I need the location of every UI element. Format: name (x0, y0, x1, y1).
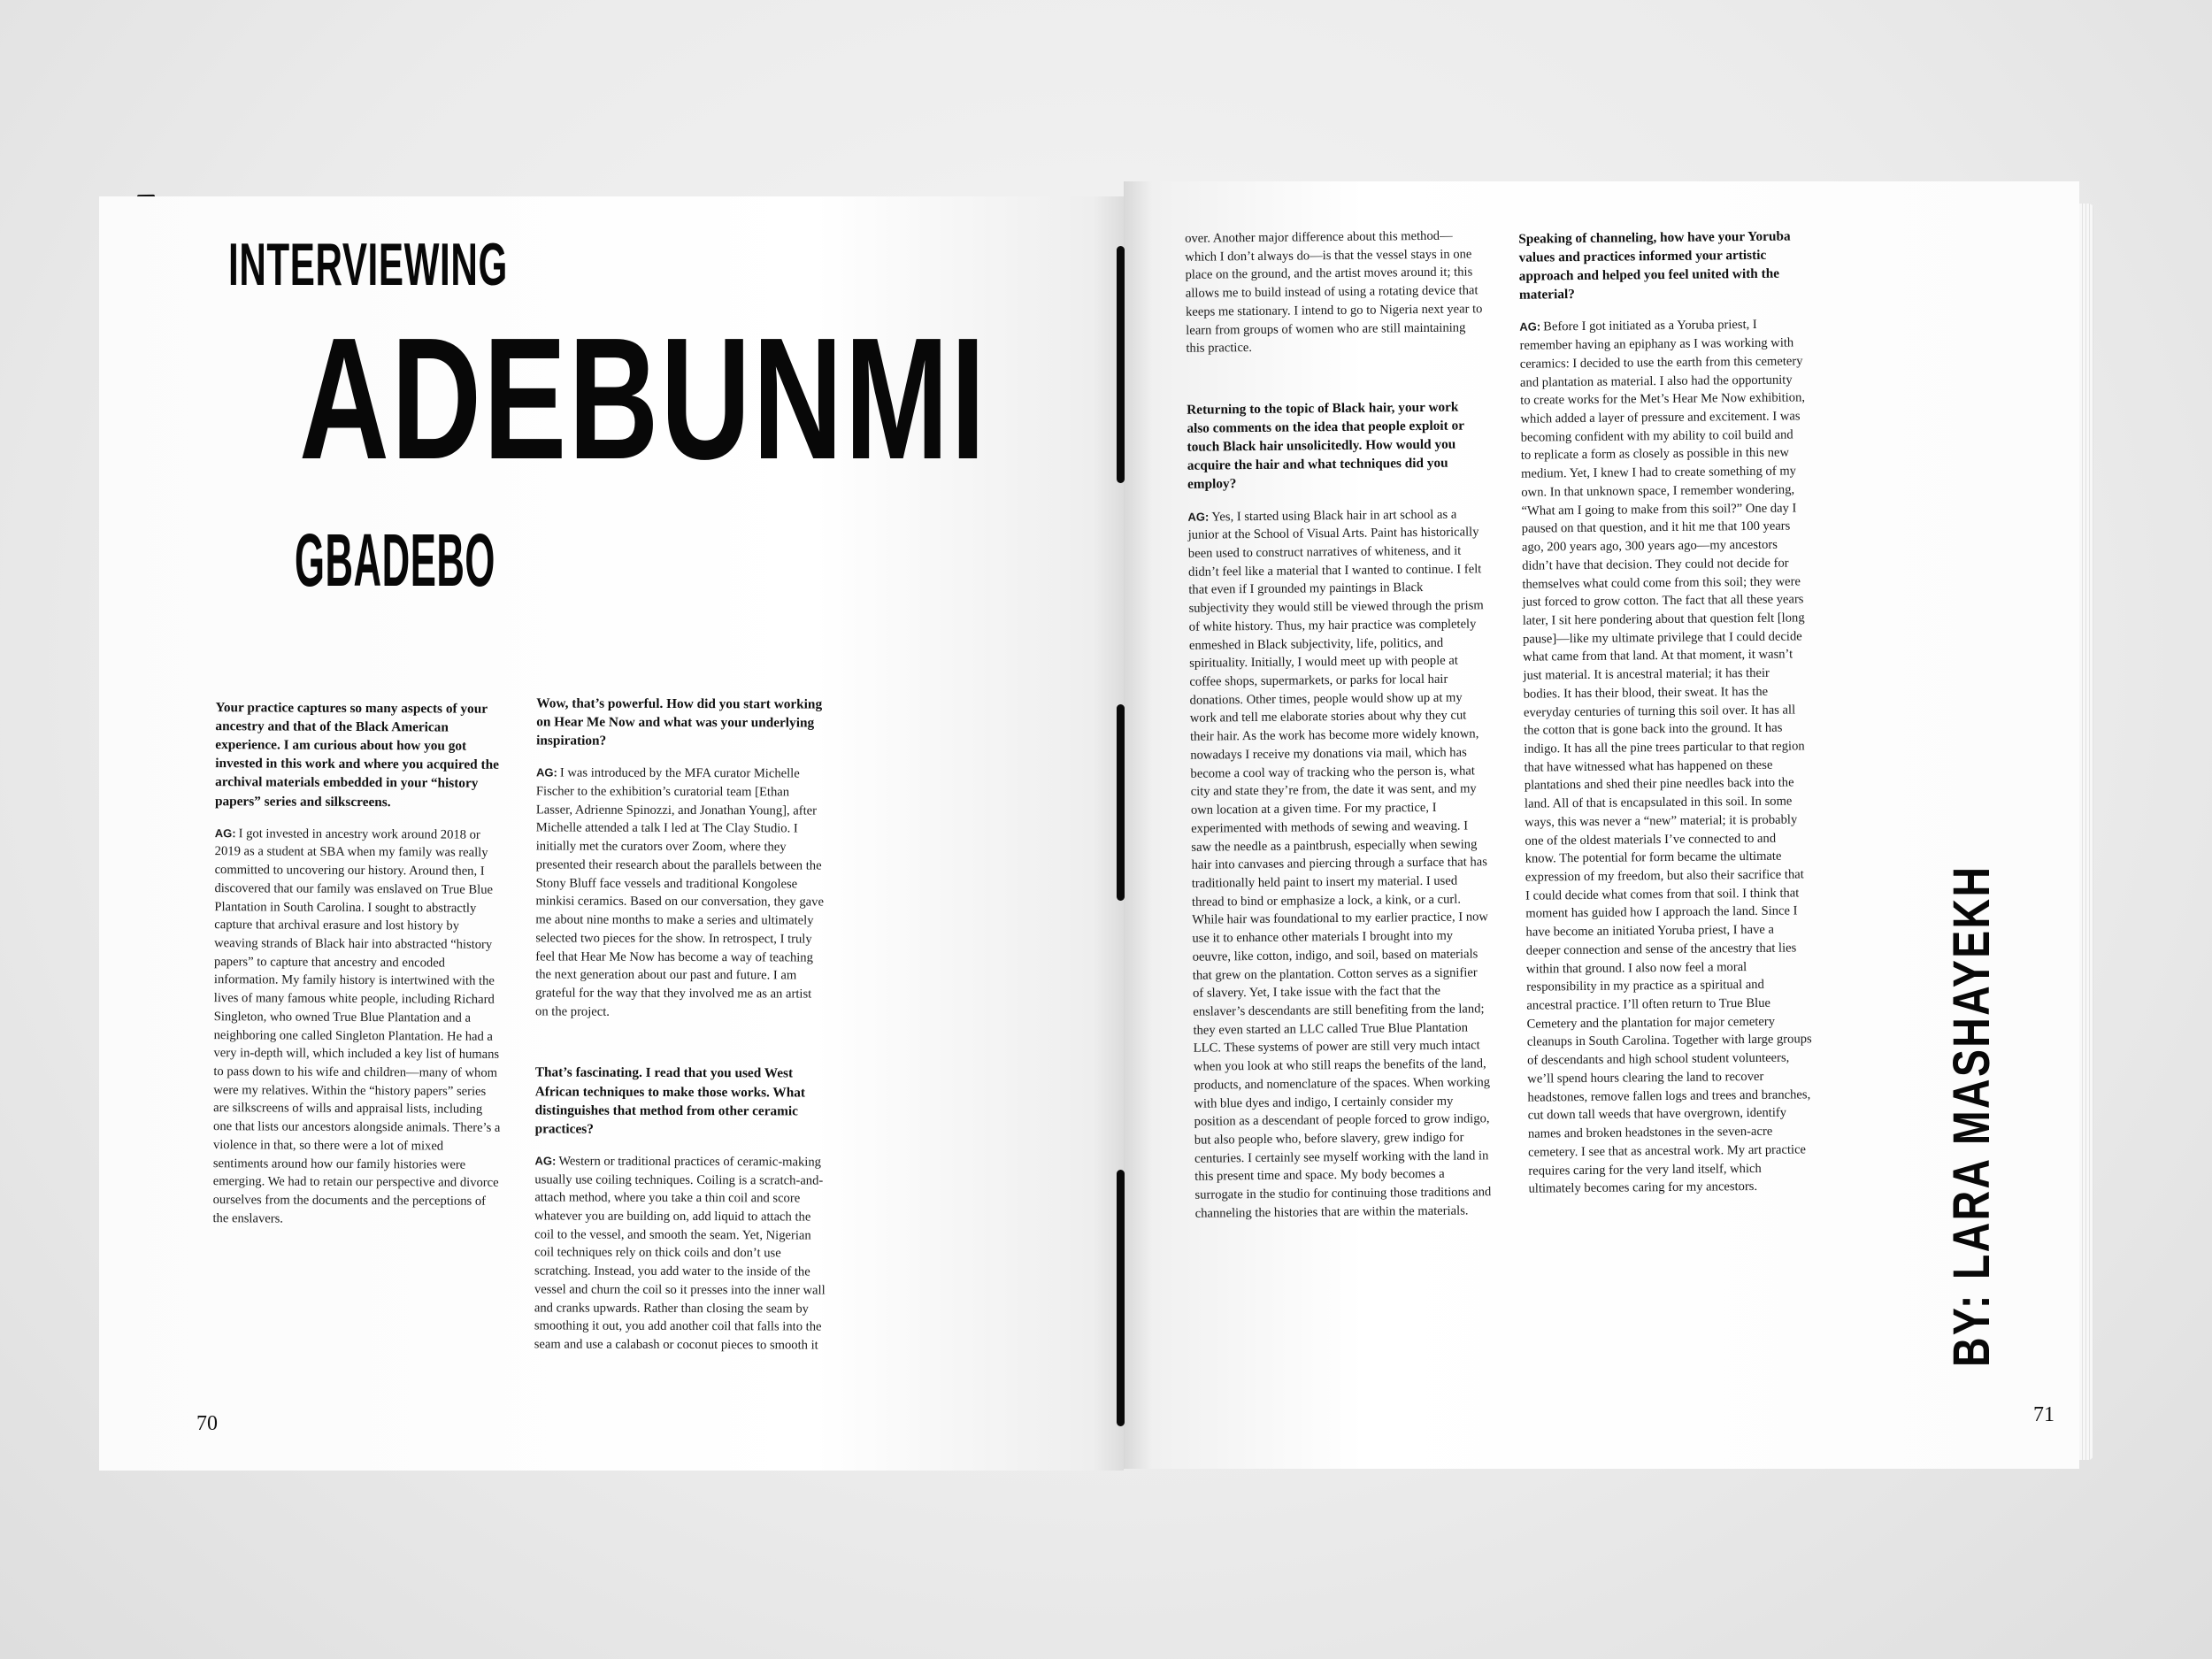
author-byline: BY: LARA MASHAYEKH (1943, 864, 2001, 1367)
page-number-right: 71 (2033, 1403, 2055, 1426)
speaker-tag: AG: (1187, 510, 1210, 524)
interview-question: That’s fascinating. I read that you used West African techniques to make those works. What distinguishes that method from other ceramic practices? (534, 1064, 806, 1137)
title-line-interviewing: INTERVIEWING (228, 231, 508, 298)
article-column-4 (1518, 227, 1814, 1210)
interview-question: Returning to the topic of Black hair, your work also comments on the idea that people exploit or touch Black hair unsolicitedly. How would you acquire the hair and what techniques did you employ? (1187, 399, 1464, 493)
answer-text: Before I got initiated as a Yoruba priest, I remember having an epiphany as I was working with ceramics: I decided to use the earth from this cemetery and plantation as material. I also had the opportunity to create works for the Met’s Hear Me Now exhibition, which added a layer of pressure and excitement. I was becoming confident with my ability to coil build and to replicate a form as closely as possible in this new medium. Yet, I knew I had to create something of my own. In that unknown space, I remember wondering, “What am I going to make from this soil?” One day I paused on that question, and it hit me that 100 years ago, 200 years ago, 300 years ago—my ancestors didn’t have that decision. They could not decide for themselves what could come from this soil; they were just forced to grow cotton. The fact that all these years later, I sit here pondering about that question felt [long pause]—like my ultimate privilege that I could decide what came from that land. At that moment, it wasn’t just material. It is ancestral material; it has their bodies. It has their blood, their sweat. It has the everyday centuries of turning this soil over. It has all the cotton that is gone back into the ground. It has indigo. It has all the pine trees particular to that region that have witnessed what has happened on these plantations and shed their pine needles back into the land. All of that is encapsulated in this soil. In some ways, this was never a “new” material; it is probably one of the oldest materials I’ve connected to and know. The potential for form became the ultimate expression of my freedom, but also their sacrifice that I could decide what comes from that soil. I think that moment has guided how I approach the land. Since I have become an initiated Yoruba priest, I have a deeper connection and sense of the ancestry that lies within that ground. I also now feel a moral responsibility in my practice as a spiritual and ancestral practice. I’ll often return to True Blue Cemetery and the plantation for major cemetery cleanups in South Carolina. Together with large groups of descendants and high school student volunteers, we’ll spend hours clearing the land to recover headstones, remove fallen logs and trees and branches, cut down tall weeds that have overgrown, identify names and broken headstones in the seven-acre cemetery. I see that as ancestral work. My art practice requires caring for the very land itself, which ultimately becomes caring for my ancestors. (1519, 318, 1812, 1196)
binding-stitch (1117, 1170, 1125, 1426)
interview-answer (535, 764, 828, 1022)
article-column-3 (1185, 227, 1493, 1235)
interview-question: Your practice captures so many aspects of your ancestry and that of the Black American experience. I am curious about how you got invested in this work and where you acquired the archival materials embedded in your “history papers” series and silkscreens. (214, 700, 499, 810)
article-column-2 (534, 694, 829, 1367)
interview-answer (1519, 316, 1813, 1199)
interview-answer (212, 825, 503, 1230)
speaker-tag: AG: (214, 826, 236, 840)
speaker-tag: AG: (535, 765, 557, 780)
title-line-last-name: GBADEBO (295, 518, 495, 602)
binding-stitch (1117, 704, 1125, 901)
interview-question: Speaking of channeling, how have your Yoruba values and practices informed your artistic approach and helped you feel united with the material? (1518, 228, 1791, 303)
article-column-1 (212, 698, 503, 1241)
answer-text: I was introduced by the MFA curator Michelle Fischer to the exhibition’s curatorial team [Ethan Lasser, Adrienne Spinozzi, and Jonathan Young], after Michelle attended a talk I led at The Clay Studio. I initially met the curators over Zoom, where they presented their research about the parallels between the Stony Bluff face vessels and traditional Kongolese minkisi ceramics. Based on our conversation, they gave me about nine months to make a series and ultimately selected two pieces for the show. In retrospect, I truly feel that Hear Me Now has become a way of teaching the next generation about our past and future. I am grateful for the way that they involved me as an artist on the project. (535, 765, 824, 1019)
speaker-tag: AG: (534, 1154, 557, 1168)
answer-continued: over. Another major difference about this method—which I don’t always do—is that the vessel stays in one place on the ground, and the artist moves around it; this allows me to build instead of using a rotating device that keeps me stationary. I intend to go to Nigeria next year to learn from groups of women who are still maintaining this practice. (1185, 228, 1483, 357)
title-line-first-name: ADEBUNMI (299, 302, 987, 495)
interview-answer (534, 1152, 827, 1355)
page-number-left: 70 (196, 1412, 218, 1435)
speaker-tag: AG: (1519, 319, 1541, 334)
binding-stitch (1117, 246, 1125, 483)
answer-text: Yes, I started using Black hair in art school as a junior at the School of Visual Arts. Paint has historically been used to construct narratives of whiteness, and it didn’t feel like a material that I wanted to continue. I felt that even if I grounded my paintings in Black subjectivity they would still be viewed through the prism of white history. Thus, my hair practice was completely enmeshed in Black subjectivity, life, politics, and spirituality. Initially, I would meet up with people at coffee shops, supermarkets, or parks for local hair donations. Other times, people would show up at my work and tell me elaborate stories about why they cut their hair. As the work has become more widely known, nowadays I receive my donations via mail, which has become a cool way of tracking who the person is, what city and state they’re from, the date it was sent, and my own location at a given time. For my practice, I experimented with methods of sewing and weaving. I saw the needle as a paintbrush, especially when sewing hair into canvases and piercing through a surface that has traditionally held paint to insert my material. I used thread to bind or emphasize a lock, a kink, or a curl. While hair was foundational to my earlier practice, I now use it to enhance other materials I brought into my oeuvre, like cotton, indigo, and soil, based on materials that grew on the plantation. Cotton serves as a signifier of slavery. Yet, I take issue with the fact that the enslaver’s descendants are still benefiting from the land; they even started an LLC called True Blue Plantation LLC. These systems of power are still very much intact when you look at who still reaps the benefits of the land, products, and nomenclature of the spaces. When working with blue dyes and indigo, I certainly consider my position as a descendant of people forced to grow indigo, but also people who, before slavery, grew indigo for centuries. I certainly see myself working with the land in this present time and space. My body becomes a surrogate in the studio for continuing those traditions and channeling the histories that are within the materials. (1187, 507, 1492, 1221)
interview-question: Wow, that’s powerful. How did you start working on Hear Me Now and what was your underlying inspiration? (536, 695, 823, 749)
answer-text: Western or traditional practices of ceramic-making usually use coiling techniques. Coiling is a scratch-and-attach method, where you take a thin coil and score whatever you are building on, add liquid to attach the coil to the vessel, and smooth the seam. Yet, Nigerian coil techniques rely on thick coils and don’t use scratching. Instead, you add water to the inside of the vessel and churn the coil so it presses into the inner wall and cranks upwards. Rather than closing the seam by smoothing it out, you add another coil that falls into the seam and use a calabash or coconut pieces to smooth it (534, 1154, 826, 1353)
answer-text: I got invested in ancestry work around 2018 or 2019 as a student at SBA when my family was really committed to uncovering our history. Around then, I discovered that our family was enslaved on True Blue Plantation in South Carolina. I sought to abstractly capture that archival erasure and lost history by weaving strands of Black hair into abstracted “history papers” to capture that ancestry and encoded information. My family history is intertwined with the lives of many famous white people, including Richard Singleton, who owned True Blue Plantation and a neighboring one called Singleton Plantation. He had a very in-depth will, which included a key list of humans to pass down to his wife and children—many of whom were my relatives. Within the “history papers” series are silkscreens of wills and appraisal lists, including one that lists our ancestors alongside animals. There’s a violence in that, so there were a lot of mixed sentiments around how our family histories were emerging. We had to retain our perspective and divorce ourselves from the documents and the perceptions of the enslavers. (212, 826, 501, 1226)
interview-answer (1187, 505, 1492, 1224)
